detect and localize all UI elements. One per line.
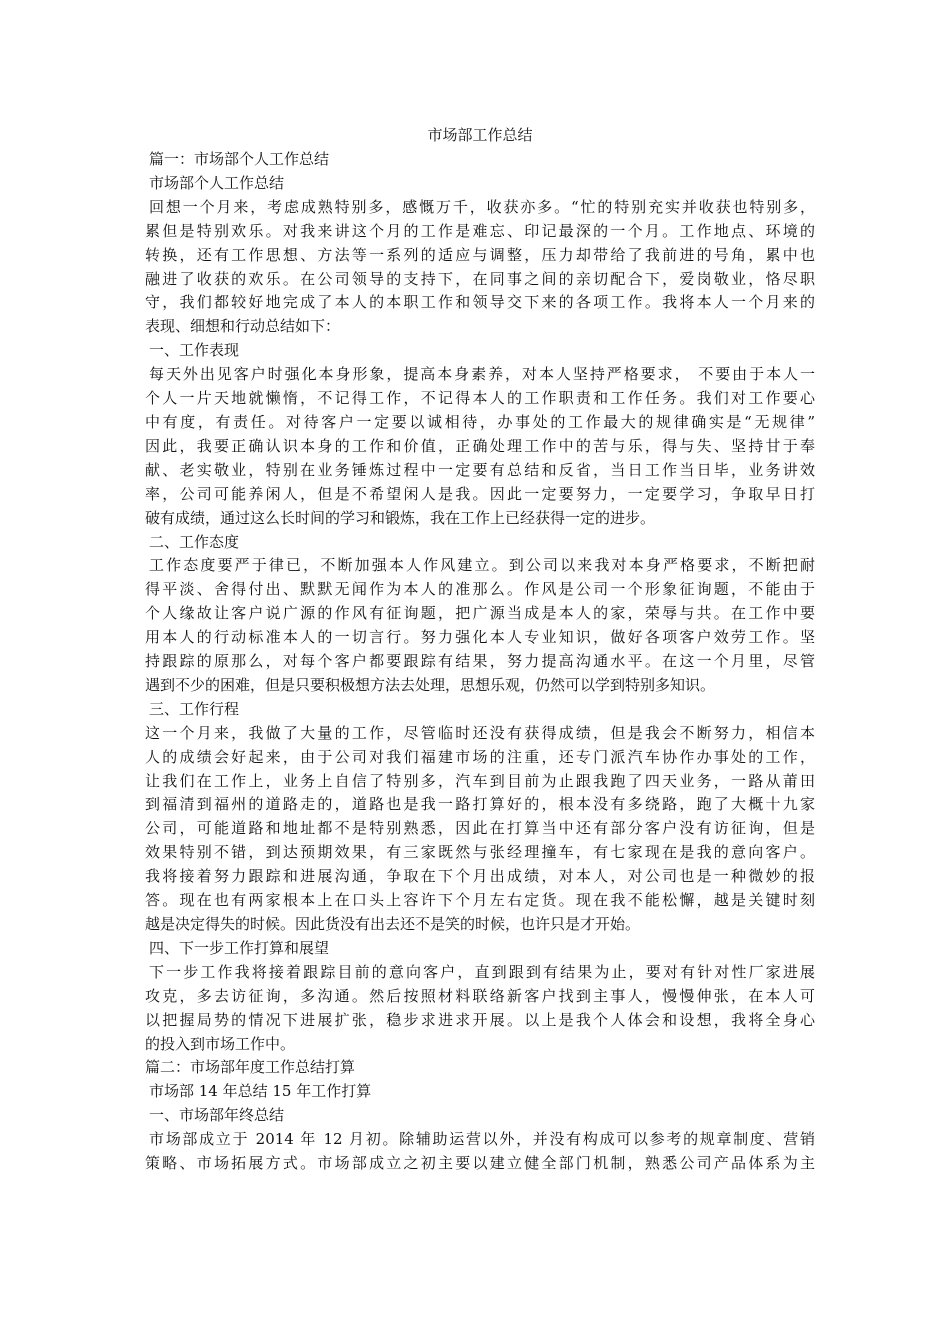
document-title: 市场部工作总结 (427, 126, 533, 144)
text-line: 用本人的行动标准本人的一切言行。努力强化本人专业知识，做好各项客户效劳工作。坚 (145, 628, 815, 647)
text-line: 市场部成立于 2014 年 12 月初。除辅助运营以外，并没有构成可以参考的规章制度、营销 (149, 1130, 815, 1149)
text-line: 公司，可能道路和地址都不是特别熟悉，因此在打算当中还有部分客户没有访征询，但是 (145, 819, 815, 838)
text-line: 因此，我要正确认识本身的工作和价值，正确处理工作中的苦与乐，得与失、坚持甘于奉 (145, 436, 815, 455)
document-text (145, 148, 815, 1176)
text-line: 市场部 14 年总结 15 年工作打算 (149, 1082, 372, 1101)
text-line: 我将接着努力跟踪和进展沟通，争取在下个月出成绩，对本人，对公司也是一种微妙的报 (145, 867, 815, 886)
text-line: 个人一片天地就懒惰，不记得工作，不记得本人的工作职责和工作任务。我们对工作要心 (145, 389, 815, 408)
text-line: 遇到不少的困难，但是只要积极想方法去处理，思想乐观，仍然可以学到特别多知识。 (145, 675, 716, 694)
text-line: 工作态度要严于律已，不断加强本人作风建立。到公司以来我对本身严格要求，不断把耐 (149, 556, 815, 575)
text-line: 累但是特别欢乐。对我来讲这个月的工作是难忘、印记最深的一个月。工作地点、环境的 (145, 221, 815, 240)
text-line: 守，我们都较好地完成了本人的本职工作和领导交下来的各项工作。我将本人一个月来的 (145, 293, 815, 312)
text-line: 个人缘故让客户说广源的作风有征询题，把广源当成是本人的家，荣辱与共。在工作中要 (145, 604, 815, 623)
text-line: 让我们在工作上，业务上自信了特别多，汽车到目前为止跟我跑了四天业务，一路从莆田 (145, 771, 815, 790)
text-line: 答。现在也有两家根本上在口头上容许下个月左右定货。现在我不能松懈，越是关键时刻 (145, 891, 815, 910)
text-line: 以把握局势的情况下进展扩张，稳步求进求开展。以上是我个人体会和设想，我将全身心 (145, 1010, 815, 1029)
text-line: 二、工作态度 (149, 532, 240, 551)
text-line: 篇一：市场部个人工作总结 (149, 150, 330, 168)
text-line: 率，公司可能养闲人，但是不希望闲人是我。因此一定要努力，一定要学习，争取早日打 (145, 484, 815, 503)
text-line: 这一个月来，我做了大量的工作，尽管临时还没有获得成绩，但是我会不断努力，相信本 (145, 723, 815, 742)
text-line: 越是决定得失的时候。因此货没有出去还不是笑的时候，也许只是才开始。 (145, 915, 641, 933)
text-line: 每天外出见客户时强化本身形象，提高本身素养，对本人坚持严格要求， 不要由于本人一 (149, 365, 815, 384)
text-line: 到福清到福州的道路走的，道路也是我一路打算好的，根本没有多绕路，跑了大概十九家 (145, 795, 815, 814)
text-line: 献、老实敬业，特别在业务锤炼过程中一定要有总结和反省，当日工作当日毕，业务讲效 (145, 460, 815, 479)
text-line: 攻克，多去访征询，多沟通。然后按照材料联络新客户找到主事人，慢慢伸张，在本人可 (145, 986, 815, 1005)
text-line: 下一步工作我将接着跟踪目前的意向客户，直到跟到有结果为止，要对有针对性厂家进展 (149, 962, 815, 981)
text-line: 转换，还有工作思想、方法等一系列的适应与调整，压力却带给了我前进的号角，累中也 (145, 245, 815, 264)
text-line: 融进了收获的欢乐。在公司领导的支持下，在同事之间的亲切配合下，爱岗敬业，恪尽职 (145, 269, 815, 288)
text-line: 的投入到市场工作中。 (145, 1034, 296, 1053)
text-line: 得平淡、舍得付出、默默无闻作为本人的准那么。作风是公司一个形象征询题，不能由于 (145, 580, 815, 599)
text-line: 持跟踪的原那么，对每个客户都要跟踪有结果，努力提高沟通水平。在这一个月里，尽管 (145, 652, 815, 671)
text-line: 四、下一步工作打算和展望 (149, 938, 330, 957)
text-line: 中有度，有责任。对待客户一定要以诚相待，办事处的工作最大的规律确实是“无规律” (145, 412, 815, 431)
text-line: 市场部个人工作总结 (149, 173, 285, 192)
document-body (145, 122, 815, 1176)
text-line: 表现、细想和行动总结如下： (145, 317, 341, 336)
text-line: 破有成绩，通过这么长时间的学习和锻炼，我在工作上已经获得一定的进步。 (145, 508, 656, 527)
text-line: 策略、市场拓展方式。市场部成立之初主要以建立健全部门机制，熟悉公司产品体系为主 (145, 1154, 815, 1173)
text-line: 效果特别不错，到达预期效果，有三家既然与张经理撞车，有七家现在是我的意向客户。 (145, 843, 815, 862)
text-line: 一、工作表现 (149, 341, 240, 360)
text-line: 回想一个月来，考虑成熟特别多，感慨万千，收获亦多。“忙的特别充实并收获也特别多， (149, 197, 815, 216)
text-line: 篇二：市场部年度工作总结打算 (145, 1058, 356, 1077)
text-line: 三、工作行程 (149, 699, 240, 718)
text-line: 人的成绩会好起来，由于公司对我们福建市场的注重，还专门派汽车协作办事处的工作， (145, 747, 815, 766)
text-line: 一、市场部年终总结 (149, 1106, 285, 1125)
